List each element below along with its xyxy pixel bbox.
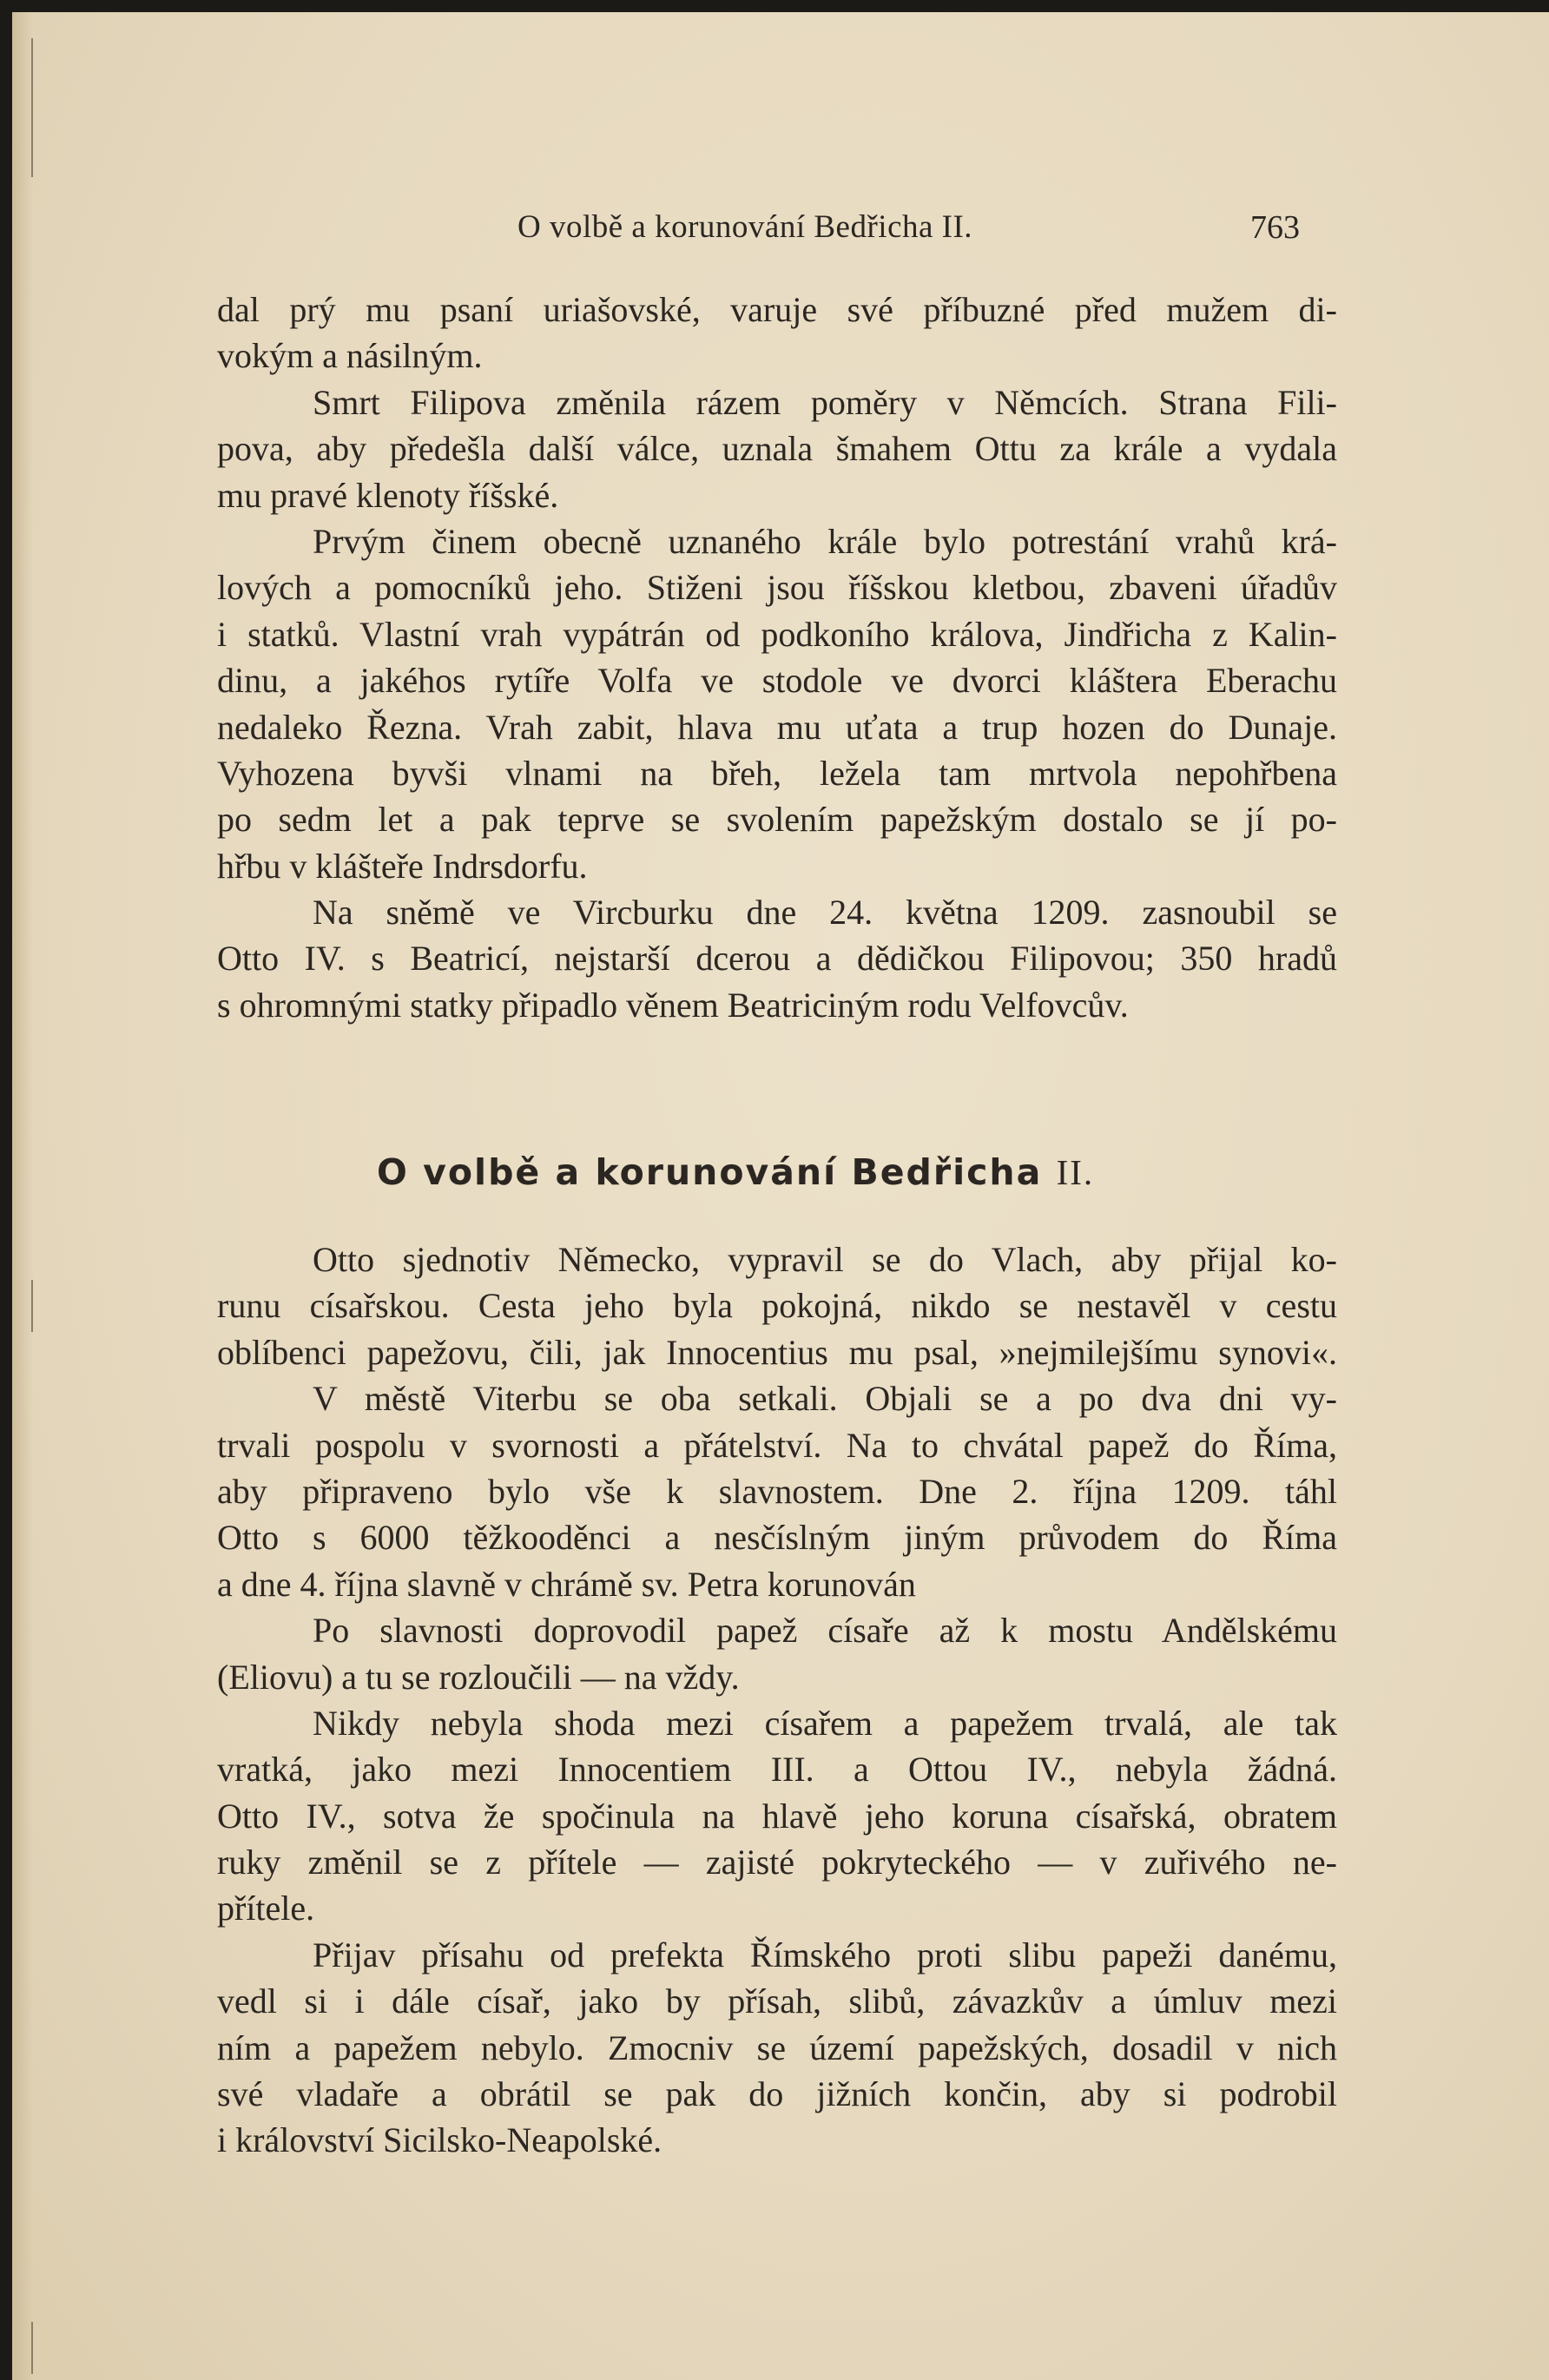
- text-line: po sedm let a pak teprve se svolením papežským dostalo se jí po-: [217, 800, 1337, 840]
- body-text-bottom: [217, 1236, 1337, 2164]
- text-line: oblíbenci papežovu, čili, jak Innocentius mu psal, »nejmilejšímu synovi«.: [217, 1332, 1337, 1372]
- text-line: hřbu v klášteře Indrsdorfu.: [217, 846, 588, 886]
- text-line: přítele.: [217, 1889, 315, 1928]
- binding-shadow: [12, 12, 33, 2380]
- text-line: vedl si i dále císař, jako by přísah, slibů, závazkův a úmluv mezi: [217, 1981, 1337, 2021]
- text-line: runu císařskou. Cesta jeho byla pokojná, nikdo se nestavěl v cestu: [217, 1286, 1337, 1326]
- page-number: 763: [1250, 209, 1300, 246]
- text-line: s ohromnými statky připadlo věnem Beatriciným rodu Velfovcův.: [217, 985, 1129, 1025]
- text-line: vokým a násilným.: [217, 336, 483, 376]
- text-line: své vladaře a obrátil se pak do jižních končin, aby si podrobil: [217, 2074, 1337, 2114]
- text-line: vratká, jako mezi Innocentiem III. a Ottou IV., nebyla žádná.: [217, 1750, 1337, 1790]
- text-line: Otto IV. s Beatricí, nejstarší dcerou a dědičkou Filipovou; 350 hradů: [217, 939, 1337, 979]
- text-line: lových a pomocníků jeho. Stiženi jsou říšskou kletbou, zbaveni úřadův: [217, 568, 1337, 608]
- text-line: Přijav přísahu od prefekta Římského proti slibu papeži danému,: [313, 1935, 1337, 1975]
- text-line: a dne 4. října slavně v chrámě sv. Petra korunován: [217, 1564, 916, 1604]
- section-title: [377, 1151, 1094, 1193]
- text-line: i statků. Vlastní vrah vypátrán od podkoního králova, Jindřicha z Kalin-: [217, 614, 1337, 654]
- text-line: nedaleko Řezna. Vrah zabit, hlava mu uťata a trup hozen do Dunaje.: [217, 707, 1337, 747]
- text-line: ním a papežem nebylo. Zmocniv se území papežských, dosadil v nich: [217, 2027, 1337, 2067]
- text-line: ruky změnil se z přítele — zajisté pokryteckého — v zuřivého ne-: [217, 1843, 1337, 1882]
- section-title-number: II.: [1056, 1152, 1095, 1192]
- text-line: Po slavnosti doprovodil papež císaře až k mostu Andělskému: [313, 1611, 1337, 1651]
- section-title-text: O volbě a korunování Bedřicha: [377, 1151, 1043, 1193]
- body-text-top: [217, 287, 1337, 1028]
- text-line: Otto IV., sotva že spočinula na hlavě jeho koruna císařská, obratem: [217, 1796, 1337, 1836]
- text-line: aby připraveno bylo vše k slavnostem. Dne 2. října 1209. táhl: [217, 1471, 1337, 1511]
- binding-mark: [31, 38, 33, 177]
- text-line: Otto s 6000 těžkooděnci a nesčíslným jiným průvodem do Říma: [217, 1518, 1337, 1558]
- text-line: Nikdy nebyla shoda mezi císařem a papežem trvalá, ale tak: [313, 1703, 1337, 1743]
- text-line: Smrt Filipova změnila rázem poměry v Němcích. Strana Fili-: [313, 382, 1337, 422]
- text-line: Vyhozena byvši vlnami na břeh, ležela tam mrtvola nepohřbena: [217, 753, 1337, 793]
- text-line: dinu, a jakéhos rytíře Volfa ve stodole ve dvorci kláštera Eberachu: [217, 661, 1337, 701]
- text-line: dal prý mu psaní uriašovské, varuje své příbuzné před mužem di-: [217, 290, 1337, 329]
- text-line: Na sněmě ve Vircburku dne 24. května 1209. zasnoubil se: [313, 893, 1337, 933]
- text-line: Prvým činem obecně uznaného krále bylo potrestání vrahů krá-: [313, 521, 1337, 561]
- text-line: mu pravé klenoty říšské.: [217, 475, 559, 515]
- text-line: pova, aby předešla další válce, uznala šmahem Ottu za krále a vydala: [217, 429, 1337, 469]
- binding-mark: [31, 1280, 33, 1332]
- text-line: (Eliovu) a tu se rozloučili — na vždy.: [217, 1657, 740, 1697]
- text-line: trvali pospolu v svornosti a přátelství. Na to chvátal papež do Říma,: [217, 1425, 1337, 1465]
- text-line: V městě Viterbu se oba setkali. Objali se a po dva dni vy-: [313, 1379, 1337, 1419]
- text-line: Otto sjednotiv Německo, vypravil se do Vlach, aby přijal ko-: [313, 1240, 1337, 1279]
- running-header: O volbě a korunování Bedřicha II.: [517, 209, 973, 245]
- binding-mark: [31, 2322, 33, 2374]
- text-line: i království Sicilsko-Neapolské.: [217, 2120, 662, 2160]
- book-page: [12, 12, 1549, 2380]
